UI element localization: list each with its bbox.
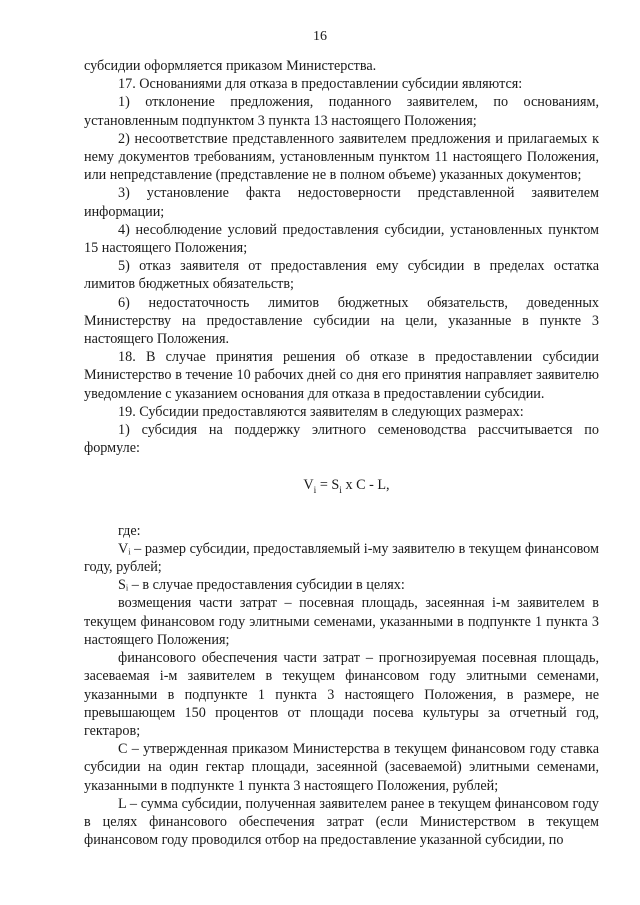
- paragraph: L – сумма субсидии, полученная заявителем ранее в текущем финансовом году в целях финансового обеспечения затрат (если Министерством в текущем финансовом году проводился отбор на предоставление указанной субсидии, по: [84, 795, 599, 849]
- paragraph: субсидии оформляется приказом Министерства.: [84, 58, 377, 74]
- paragraph: 19. Субсидии предоставляются заявителям в следующих размерах:: [118, 403, 524, 420]
- paragraph: Vᵢ – размер субсидии, предоставляемый i-му заявителю в текущем финансовом году, рублей;: [84, 540, 599, 576]
- page-number: 16: [313, 29, 327, 44]
- paragraphs-after-formula: [84, 522, 599, 850]
- paragraph: 3) установление факта недостоверности представленной заявителем информации;: [84, 185, 599, 220]
- paragraphs-before-formula: [84, 57, 599, 457]
- paragraph: где:: [118, 522, 141, 539]
- formula-term-subscript: i: [339, 486, 342, 497]
- formula-lhs-subscript: i: [313, 486, 317, 497]
- paragraph: финансового обеспечения части затрат – прогнозируемая посевная площадь, засеваемая i-м заявителем в текущем финансовом году элитными семенами, указанными в подпункте 1 пункта 3 настоящего Положения, в размере, не превышающем 150 процентов от площади посева культуры за отчетный год, гектаров;: [84, 650, 599, 739]
- formula: [84, 476, 599, 497]
- paragraph: Sᵢ – в случае предоставления субсидии в целях:: [118, 577, 405, 594]
- document-body: [84, 57, 599, 849]
- paragraph: C – утвержденная приказом Министерства в текущем финансовом году ставка субсидии на один гектар площади, засеянной (засеваемой) элитными семенами, указанными в подпункте 1 пункта 3 настоящего Положения, рублей;: [84, 741, 599, 794]
- paragraph: 18. В случае принятия решения об отказе в предоставлении субсидии Министерство в течение 10 рабочих дней со дня его принятия направляет заявителю уведомление с указанием основания для отказа в предоставлении субсидии.: [84, 349, 599, 402]
- paragraph: 1) отклонение предложения, поданного заявителем, по основаниям, установленным подпунктом 3 пункта 13 настоящего Положения;: [84, 94, 599, 129]
- formula-equals: =: [316, 477, 332, 494]
- paragraph: 6) недостаточность лимитов бюджетных обязательств, доведенных Министерству на предоставление субсидии на цели, указанные в пункте 3 настоящего Положения.: [84, 294, 599, 348]
- paragraph: 1) субсидия на поддержку элитного семеноводства рассчитывается по формуле:: [84, 422, 599, 457]
- paragraph: 2) несоответствие представленного заявителем предложения и прилагаемых к нему документов требованиям, установленным пунктом 11 настоящего Положения, или непредставление (представление не в полном объеме) указанных документов;: [84, 130, 599, 184]
- paragraph: возмещения части затрат – посевная площадь, засеянная i-м заявителем в текущем финансовом году элитными семенами, указанными в подпункте 1 пункта 3 настоящего Положения;: [84, 595, 599, 648]
- paragraph: 17. Основаниями для отказа в предоставлении субсидии являются:: [118, 76, 523, 93]
- paragraph: 4) несоблюдение условий предоставления субсидии, установленных пунктом 15 настоящего Положения;: [84, 221, 599, 257]
- formula-lhs: V: [303, 477, 314, 494]
- paragraph: 5) отказ заявителя от предоставления ему субсидии в пределах остатка лимитов бюджетных обязательств;: [84, 258, 599, 293]
- formula-rest: x C - L,: [341, 477, 390, 494]
- formula-term: S: [331, 477, 340, 494]
